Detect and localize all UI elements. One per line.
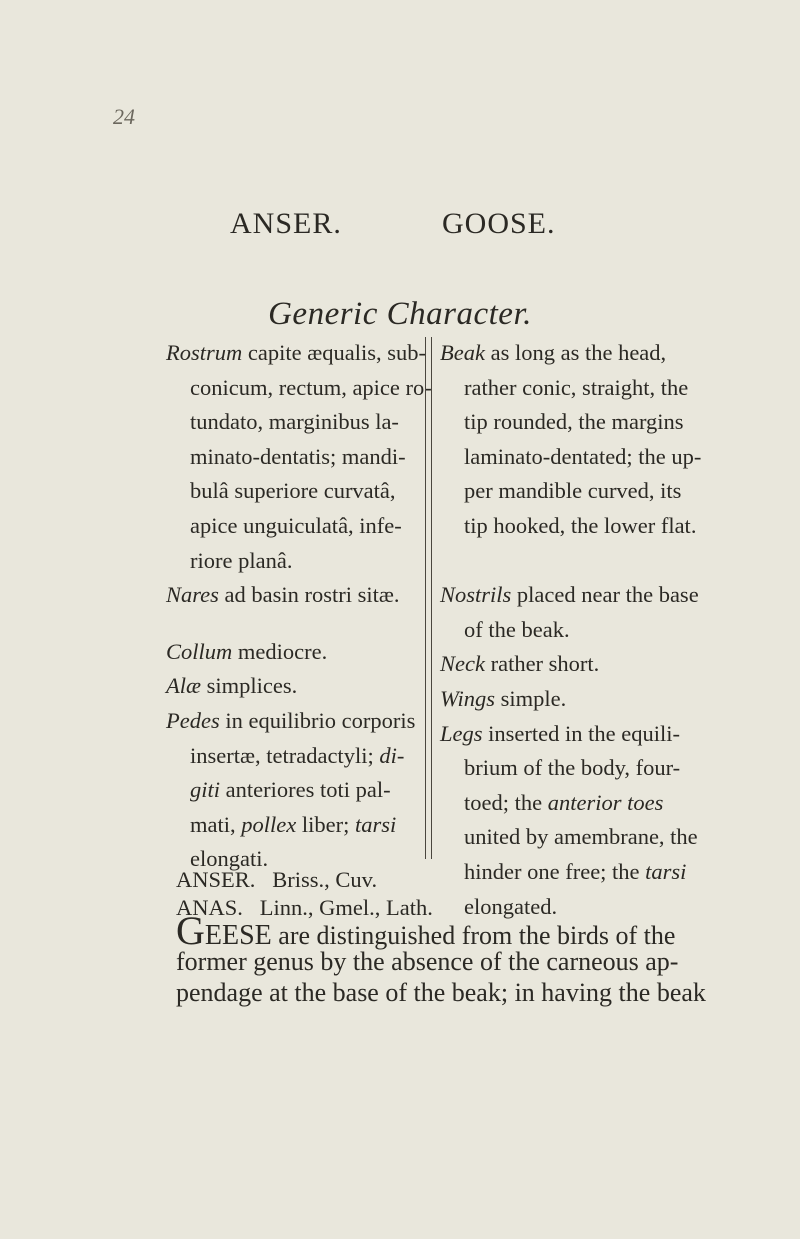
english-line: Neck rather short. (440, 651, 600, 677)
body-paragraph (176, 908, 776, 1008)
paragraph-line: GEESE are distinguished from the birds of the (176, 908, 676, 953)
english-line: hinder one free; the tarsi (464, 858, 687, 884)
heading-latin: ANSER. (230, 207, 342, 240)
english-column (440, 336, 800, 924)
synonym-line: ANAS. Linn., Gmel., Lath. (176, 895, 433, 920)
english-line: brium of the body, four- (464, 755, 681, 781)
latin-line: elongati. (190, 846, 269, 872)
synonym-line: ANSER. Briss., Cuv. (176, 867, 378, 892)
latin-line: apice unguiculatâ, infe- (190, 512, 402, 538)
latin-line: bulâ superiore curvatâ, (190, 478, 396, 504)
latin-line: insertæ, tetradactyli; di- (190, 742, 405, 768)
english-line: tip hooked, the lower flat. (464, 512, 697, 538)
english-line: Wings simple. (440, 685, 567, 711)
english-line: Nostrils placed near the base (440, 582, 699, 608)
drop-cap: G (176, 908, 205, 953)
latin-line: tundato, marginibus la- (190, 409, 399, 435)
latin-column (166, 336, 432, 877)
english-line: united by amembrane, the (464, 824, 698, 850)
latin-line: Collum mediocre. (166, 638, 328, 664)
latin-line: Alæ simplices. (166, 673, 298, 699)
latin-line: giti anteriores toti pal- (190, 777, 391, 803)
english-line: tip rounded, the margins (464, 409, 684, 435)
english-line: Beak as long as the head, (440, 340, 667, 365)
latin-line: Nares ad basin rostri sitæ. (166, 582, 400, 608)
latin-line: mati, pollex liber; tarsi (190, 811, 397, 837)
english-line: of the beak. (464, 616, 570, 642)
paragraph-line: pendage at the base of the beak; in having the beak (176, 978, 706, 1007)
latin-line: conicum, rectum, apice ro- (190, 374, 432, 400)
english-line: per mandible curved, its (464, 478, 682, 504)
latin-line: Rostrum capite æqualis, sub- (166, 340, 426, 365)
english-line: laminato-dentated; the up- (464, 443, 702, 469)
synonyms-block (176, 866, 433, 922)
latin-line: minato-dentatis; mandi- (190, 443, 406, 469)
latin-line: Pedes in equilibrio corporis (166, 707, 416, 733)
section-heading (0, 207, 800, 247)
latin-line: riore planâ. (190, 547, 293, 573)
page-number: 24 (113, 104, 135, 129)
english-line: Legs inserted in the equili- (440, 720, 680, 746)
subheading: Generic Character. (268, 296, 532, 332)
english-line: elongated. (464, 893, 558, 919)
english-line: toed; the anterior toes (464, 789, 664, 815)
heading-english: GOOSE. (442, 207, 556, 240)
english-line: rather conic, straight, the (464, 374, 689, 400)
column-divider (425, 337, 432, 859)
paragraph-line: former genus by the absence of the carneous ap- (176, 947, 679, 976)
